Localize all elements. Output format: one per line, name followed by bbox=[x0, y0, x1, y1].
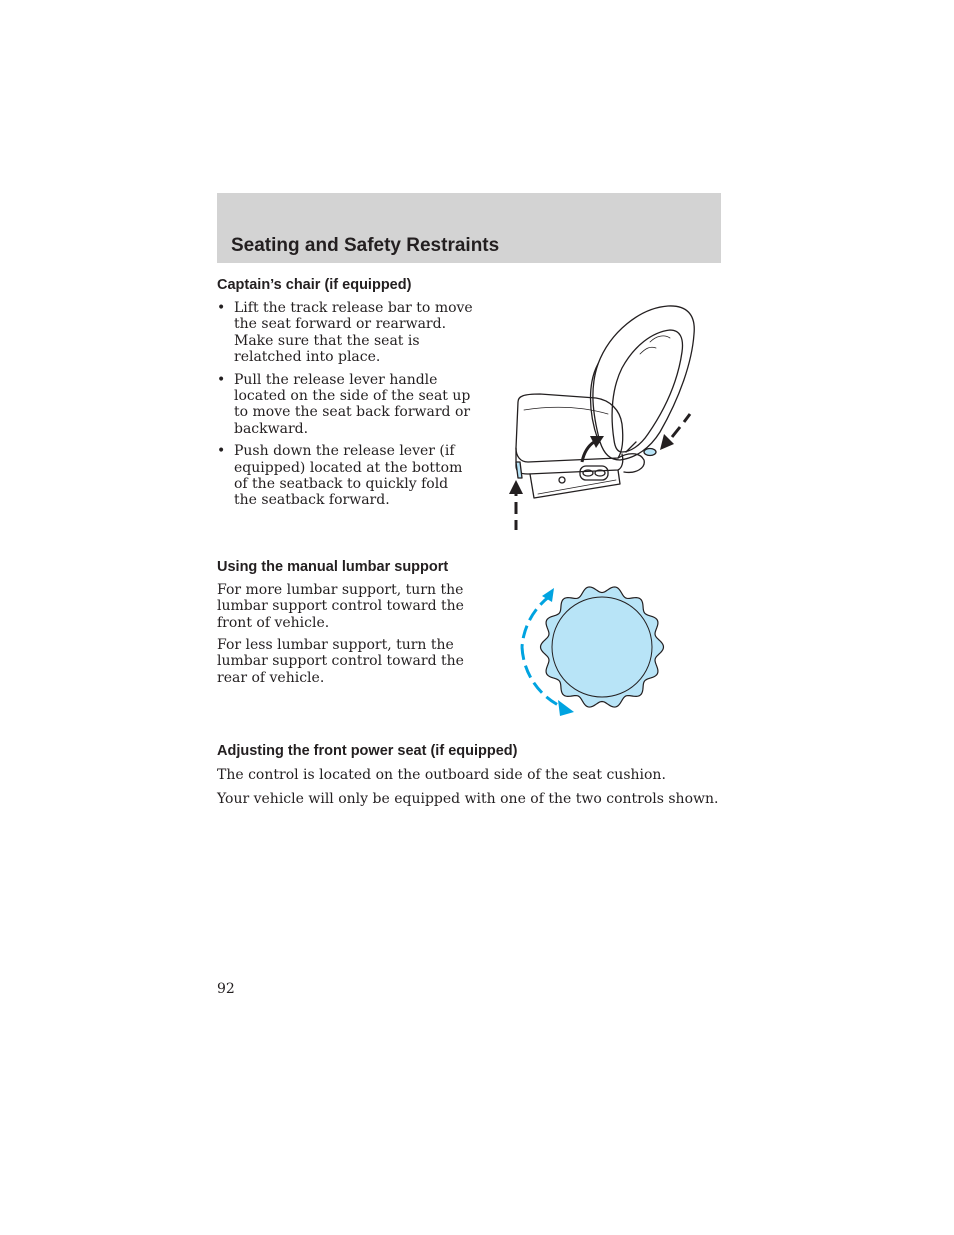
bullet-icon: • bbox=[217, 443, 226, 460]
bullet-icon: • bbox=[217, 371, 226, 388]
heading-lumbar-support: Using the manual lumbar support bbox=[217, 559, 449, 575]
bullet-icon: • bbox=[217, 300, 226, 316]
list-item bbox=[217, 300, 475, 366]
bullet-text: Lift the track release bar to move the seat forward or rearward. Make sure that the seat is relatched into place. bbox=[234, 300, 473, 366]
list-item bbox=[217, 372, 475, 438]
page-number: 92 bbox=[217, 981, 235, 997]
captains-chair-instructions bbox=[217, 300, 475, 515]
bullet-text: Pull the release lever handle located on the side of the seat up to move the seat back forward or backward. bbox=[234, 371, 471, 437]
lumbar-knob-illustration-icon bbox=[512, 580, 672, 725]
bullet-text: Push down the release lever (if equipped) located at the bottom of the seatback to quickly fold the seatback forward. bbox=[234, 443, 463, 509]
heading-power-seat: Adjusting the front power seat (if equipped) bbox=[217, 743, 518, 759]
power-seat-paragraph-controls: Your vehicle will only be equipped with one of the two controls shown. bbox=[217, 791, 719, 807]
power-seat-paragraph-location: The control is located on the outboard side of the seat cushion. bbox=[217, 767, 666, 783]
section-title: Seating and Safety Restraints bbox=[231, 235, 500, 256]
heading-captains-chair: Captain’s chair (if equipped) bbox=[217, 277, 412, 293]
lumbar-paragraph-less: For less lumbar support, turn the lumbar support control toward the rear of vehicle. bbox=[217, 637, 464, 686]
section-header-band bbox=[217, 193, 721, 263]
captains-chair-illustration-icon bbox=[500, 302, 705, 537]
lumbar-paragraph-more: For more lumbar support, turn the lumbar support control toward the front of vehicle. bbox=[217, 582, 464, 631]
list-item bbox=[217, 443, 475, 509]
